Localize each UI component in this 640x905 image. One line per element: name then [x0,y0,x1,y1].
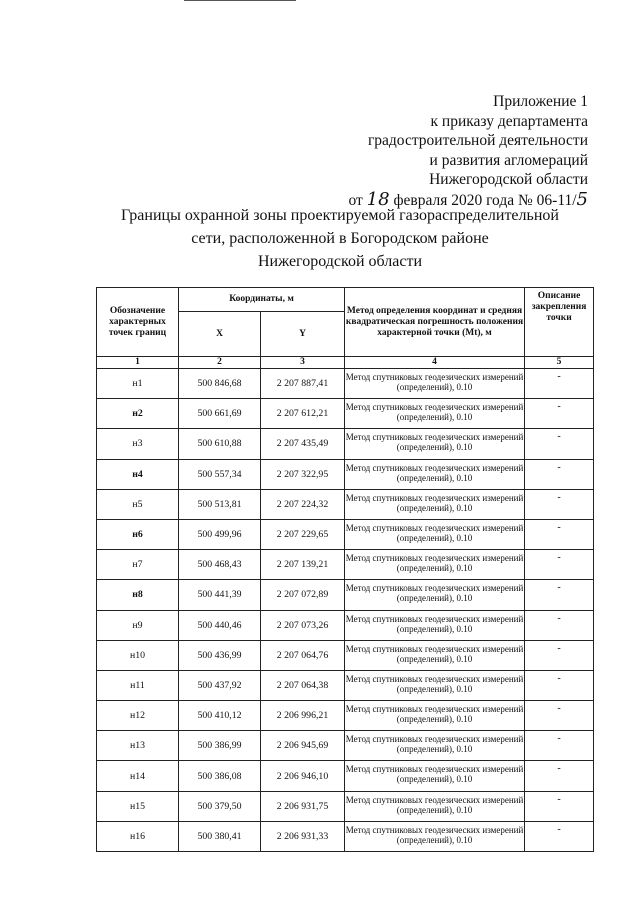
table-row [97,821,594,851]
appendix-line: Приложение 1 [493,93,588,110]
appendix-line: и развития агломераций [429,151,588,169]
boundary-points-table [96,287,594,852]
point-description: - [525,701,594,731]
appendix-line: градостроительной деятельности [367,132,588,150]
table-row [97,399,594,429]
handwritten-day: 18 [366,188,390,210]
coord-x: 500 499,96 [179,519,261,549]
coord-x: 500 513,81 [179,489,261,519]
coord-y: 2 207 139,21 [261,550,345,580]
point-description: - [525,399,594,429]
method-text: Метод спутниковых геодезических измерений (определений), 0.10 [345,369,525,399]
coord-y: 2 207 224,32 [261,489,345,519]
coord-y: 2 206 945,69 [261,731,345,761]
point-description: - [525,580,594,610]
coord-x: 500 557,34 [179,459,261,489]
method-text: Метод спутниковых геодезических измерений (определений), 0.10 [345,670,525,700]
header-description: Описание закрепления точки [525,288,594,357]
point-description: - [525,731,594,761]
coord-x: 500 386,08 [179,761,261,791]
method-text: Метод спутниковых геодезических измерений (определений), 0.10 [345,519,525,549]
point-description: - [525,489,594,519]
point-id: н8 [97,580,179,610]
point-description: - [525,459,594,489]
point-id: н6 [97,519,179,549]
point-id: н12 [97,701,179,731]
column-number: 3 [261,357,345,369]
date-prefix: от [348,191,363,209]
table-row [97,550,594,580]
method-text: Метод спутниковых геодезических измерений (определений), 0.10 [345,489,525,519]
method-text: Метод спутниковых геодезических измерений (определений), 0.10 [345,550,525,580]
coord-y: 2 207 229,65 [261,519,345,549]
point-id: н15 [97,791,179,821]
table-row [97,459,594,489]
table-row [97,761,594,791]
document-title [60,204,620,273]
coord-y: 2 206 931,75 [261,791,345,821]
coord-x: 500 386,99 [179,731,261,761]
coord-y: 2 207 887,41 [261,369,345,399]
coord-y: 2 207 064,38 [261,670,345,700]
column-number: 4 [345,357,525,369]
method-text: Метод спутниковых геодезических измерений (определений), 0.10 [345,459,525,489]
point-id: н9 [97,610,179,640]
point-description: - [525,821,594,851]
handwritten-doc-suffix: 5 [576,188,588,210]
table-row [97,519,594,549]
point-id: н4 [97,459,179,489]
header-x: X [179,312,261,357]
table-row [97,610,594,640]
method-text: Метод спутниковых геодезических измерений (определений), 0.10 [345,821,525,851]
coord-x: 500 410,12 [179,701,261,731]
header-y: Y [261,312,345,357]
method-text: Метод спутниковых геодезических измерений (определений), 0.10 [345,640,525,670]
column-number: 2 [179,357,261,369]
point-id: н11 [97,670,179,700]
appendix-line: к приказу департамента [430,112,588,130]
column-number: 1 [97,357,179,369]
coord-x: 500 440,46 [179,610,261,640]
point-id: н14 [97,761,179,791]
column-number: 5 [525,357,594,369]
table-row [97,369,594,399]
coord-y: 2 206 946,10 [261,761,345,791]
table-row [97,791,594,821]
coord-y: 2 207 612,21 [261,399,345,429]
coord-y: 2 207 072,89 [261,580,345,610]
coord-x: 500 379,50 [179,791,261,821]
coord-x: 500 380,41 [179,821,261,851]
header-method: Метод определения координат и средняя квадратическая погрешность положения характерной точки (Mt), м [345,288,525,357]
coord-x: 500 441,39 [179,580,261,610]
table-row [97,429,594,459]
method-text: Метод спутниковых геодезических измерений (определений), 0.10 [345,791,525,821]
coord-y: 2 207 435,49 [261,429,345,459]
table-row [97,489,594,519]
point-id: н10 [97,640,179,670]
method-text: Метод спутниковых геодезических измерений (определений), 0.10 [345,610,525,640]
point-description: - [525,761,594,791]
coord-x: 500 436,99 [179,640,261,670]
table-row [97,701,594,731]
method-text: Метод спутниковых геодезических измерений (определений), 0.10 [345,399,525,429]
coord-y: 2 206 996,21 [261,701,345,731]
header-point-designation: Обозначение характерных точек границ [97,288,179,357]
point-description: - [525,519,594,549]
coord-x: 500 468,43 [179,550,261,580]
point-description: - [525,610,594,640]
point-description: - [525,791,594,821]
point-id: н2 [97,399,179,429]
point-id: н1 [97,369,179,399]
method-text: Метод спутниковых геодезических измерений (определений), 0.10 [345,761,525,791]
coord-y: 2 206 931,33 [261,821,345,851]
table-row [97,670,594,700]
title-line: сети, расположенной в Богородском районе [191,230,489,247]
coord-x: 500 846,68 [179,369,261,399]
method-text: Метод спутниковых геодезических измерений (определений), 0.10 [345,429,525,459]
point-id: н5 [97,489,179,519]
table-row [97,580,594,610]
title-line: Нижегородской области [257,253,422,270]
method-text: Метод спутниковых геодезических измерений (определений), 0.10 [345,580,525,610]
point-id: н3 [97,429,179,459]
top-rule [184,0,296,1]
method-text: Метод спутниковых геодезических измерений (определений), 0.10 [345,731,525,761]
point-id: н16 [97,821,179,851]
coord-y: 2 207 073,26 [261,610,345,640]
date-rest: февраля 2020 года № 06-11/ [393,191,577,209]
title-line: Границы охранной зоны проектируемой газораспределительной [121,207,559,224]
point-description: - [525,369,594,399]
point-description: - [525,670,594,700]
coord-x: 500 661,69 [179,399,261,429]
point-id: н7 [97,550,179,580]
point-id: н13 [97,731,179,761]
point-description: - [525,640,594,670]
point-description: - [525,429,594,459]
coord-x: 500 610,88 [179,429,261,459]
table-row [97,640,594,670]
point-description: - [525,550,594,580]
appendix-line: Нижегородской области [429,171,588,189]
coord-y: 2 207 322,95 [261,459,345,489]
header-coordinates: Координаты, м [179,288,345,312]
coord-x: 500 437,92 [179,670,261,700]
method-text: Метод спутниковых геодезических измерений (определений), 0.10 [345,701,525,731]
table-row [97,731,594,761]
coord-y: 2 207 064,76 [261,640,345,670]
appendix-block [348,92,588,211]
